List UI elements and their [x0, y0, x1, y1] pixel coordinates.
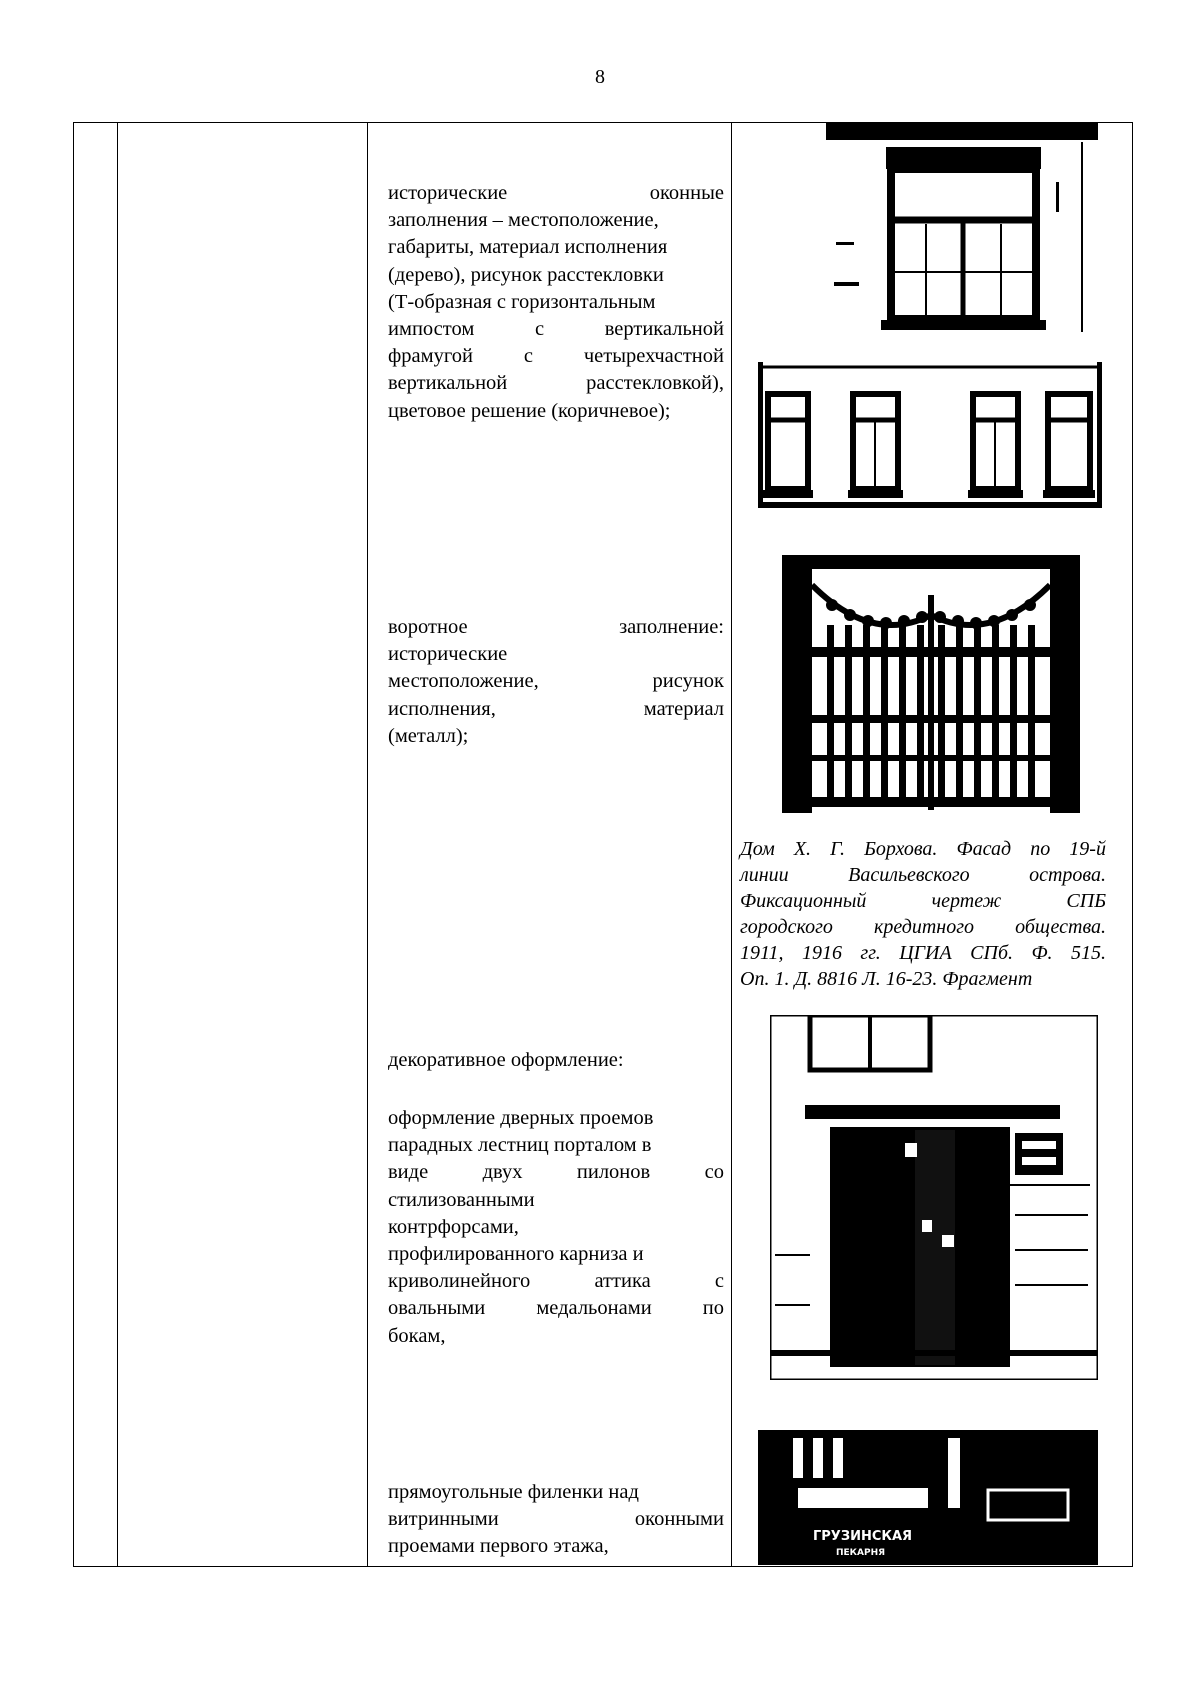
text-segment: витринными: [388, 1508, 499, 1531]
text-line: [388, 316, 724, 343]
text-segment: пилонов: [576, 1161, 651, 1184]
text-segment: исполнения,: [388, 697, 496, 720]
text-segment: вертикальной: [604, 318, 724, 341]
text-segment: 19-й: [1069, 838, 1106, 860]
sign-line-2: ПЕКАРНЯ: [836, 1548, 886, 1558]
text-segment: гг.: [860, 942, 881, 964]
text-line: [388, 234, 724, 261]
sign-line-1: ГРУЗИНСКАЯ: [813, 1529, 913, 1544]
text-line: [388, 289, 724, 316]
text-segment: Фиксационный: [740, 890, 867, 912]
text-line: [388, 398, 724, 425]
text-segment: общества.: [1015, 916, 1106, 938]
panels-text: [388, 1479, 724, 1561]
text-segment: кредитного: [874, 916, 975, 938]
text-line: [388, 1479, 724, 1506]
page-number: 8: [595, 66, 605, 88]
text-segment: ЦГИА: [899, 942, 952, 964]
decor-heading-text: декоративное оформление:: [388, 1049, 624, 1071]
gate-filling-text: [388, 614, 724, 750]
text-segment: по: [702, 1297, 724, 1320]
text-line: [388, 641, 724, 668]
text-segment: Дом: [740, 838, 775, 860]
text-segment: Оп. 1. Д. 8816 Л. 16-23. Фрагмент: [740, 968, 1033, 990]
text-segment: Васильевского: [848, 864, 970, 886]
text-segment: линии: [740, 864, 789, 886]
text-segment: импостом: [388, 318, 475, 341]
text-segment: воротное: [388, 616, 468, 638]
text-line: [740, 940, 1106, 966]
text-segment: местоположение,: [388, 670, 539, 693]
text-segment: оконными: [634, 1508, 724, 1531]
storefront-photo: [758, 1430, 1098, 1565]
text-segment: 1916: [801, 942, 842, 964]
text-line: [388, 207, 724, 234]
text-segment: габариты, материал исполнения: [388, 236, 668, 259]
text-segment: парадных лестниц порталом в: [388, 1134, 652, 1157]
text-segment: фрамугой: [388, 345, 473, 368]
text-segment: четырехчастной: [583, 345, 724, 368]
text-segment: цветовое решение (коричневое);: [388, 399, 671, 422]
column-divider: [117, 123, 118, 1566]
text-segment: оформление дверных проемов: [388, 1107, 654, 1129]
text-segment: вертикальной: [388, 372, 508, 395]
text-segment: по: [1030, 838, 1051, 860]
window-photo-upper: [826, 122, 1098, 340]
text-segment: Г.: [830, 838, 846, 860]
text-line: [388, 723, 724, 750]
text-segment: (металл);: [388, 724, 469, 747]
text-line: [388, 180, 724, 207]
text-line: [388, 1132, 724, 1159]
text-segment: проемами первого этажа,: [388, 1535, 609, 1558]
text-segment: (дерево), рисунок расстекловки: [388, 263, 664, 286]
text-segment: с: [714, 1270, 724, 1293]
text-line: [388, 262, 724, 289]
text-segment: чертеж: [931, 890, 1002, 912]
text-line: [388, 1268, 724, 1295]
text-segment: профилированного карниза и: [388, 1243, 644, 1266]
text-line: [388, 1295, 724, 1322]
text-segment: прямоугольные филенки над: [388, 1481, 639, 1503]
text-line: [740, 862, 1106, 888]
text-line: [388, 343, 724, 370]
text-segment: Х.: [793, 838, 812, 860]
text-segment: криволинейного: [388, 1270, 531, 1293]
text-segment: со: [704, 1161, 724, 1184]
gate-caption: [740, 836, 1106, 992]
text-line: [388, 614, 724, 641]
text-line: [740, 966, 1106, 992]
text-line: [740, 914, 1106, 940]
text-segment: исторические: [388, 182, 508, 204]
text-segment: с: [534, 318, 545, 341]
text-segment: СПб.: [970, 942, 1013, 964]
text-segment: исторические: [388, 643, 508, 666]
portal-photo: [770, 1015, 1098, 1380]
text-line: [388, 668, 724, 695]
text-segment: Фасад: [956, 838, 1012, 860]
column-divider: [367, 123, 368, 1566]
column-divider: [731, 123, 732, 1566]
text-line: [388, 1105, 724, 1132]
text-segment: Борхова.: [864, 838, 938, 860]
text-line: [740, 836, 1106, 862]
text-segment: контрфорсами,: [388, 1215, 519, 1238]
text-line: [388, 696, 724, 723]
text-segment: Ф.: [1031, 942, 1053, 964]
text-segment: рисунок: [652, 670, 724, 693]
text-segment: (Т-образная с горизонтальным: [388, 290, 656, 313]
text-segment: оконные: [649, 182, 724, 204]
text-line: [388, 1241, 724, 1268]
text-segment: СПБ: [1066, 890, 1106, 912]
text-segment: медальонами: [536, 1297, 652, 1320]
text-segment: острова.: [1029, 864, 1106, 886]
text-line: [388, 370, 724, 397]
window-photo-lower: [758, 362, 1102, 508]
text-segment: городского: [740, 916, 833, 938]
text-segment: двух: [482, 1161, 523, 1184]
text-segment: материал: [643, 697, 724, 720]
text-segment: расстекловкой),: [586, 372, 724, 395]
portal-text: [388, 1105, 724, 1350]
gate-drawing: [782, 555, 1080, 813]
text-segment: 1911,: [740, 942, 784, 964]
window-fillings-text: [388, 180, 724, 425]
text-line: [388, 1159, 724, 1186]
text-segment: заполнения – местоположение,: [388, 209, 659, 232]
text-segment: с: [523, 345, 533, 368]
text-line: [388, 1214, 724, 1241]
text-line: [740, 888, 1106, 914]
text-segment: овальными: [388, 1297, 486, 1320]
text-line: [388, 1533, 724, 1560]
text-segment: стилизованными: [388, 1188, 535, 1211]
text-line: [388, 1506, 724, 1533]
text-segment: 515.: [1071, 942, 1106, 964]
text-segment: заполнение:: [619, 616, 724, 638]
text-segment: аттика: [594, 1270, 651, 1293]
text-line: [388, 1323, 724, 1350]
decor-heading: [388, 1047, 724, 1074]
text-line: [388, 1187, 724, 1214]
text-segment: виде: [388, 1161, 429, 1184]
text-segment: бокам,: [388, 1324, 446, 1347]
